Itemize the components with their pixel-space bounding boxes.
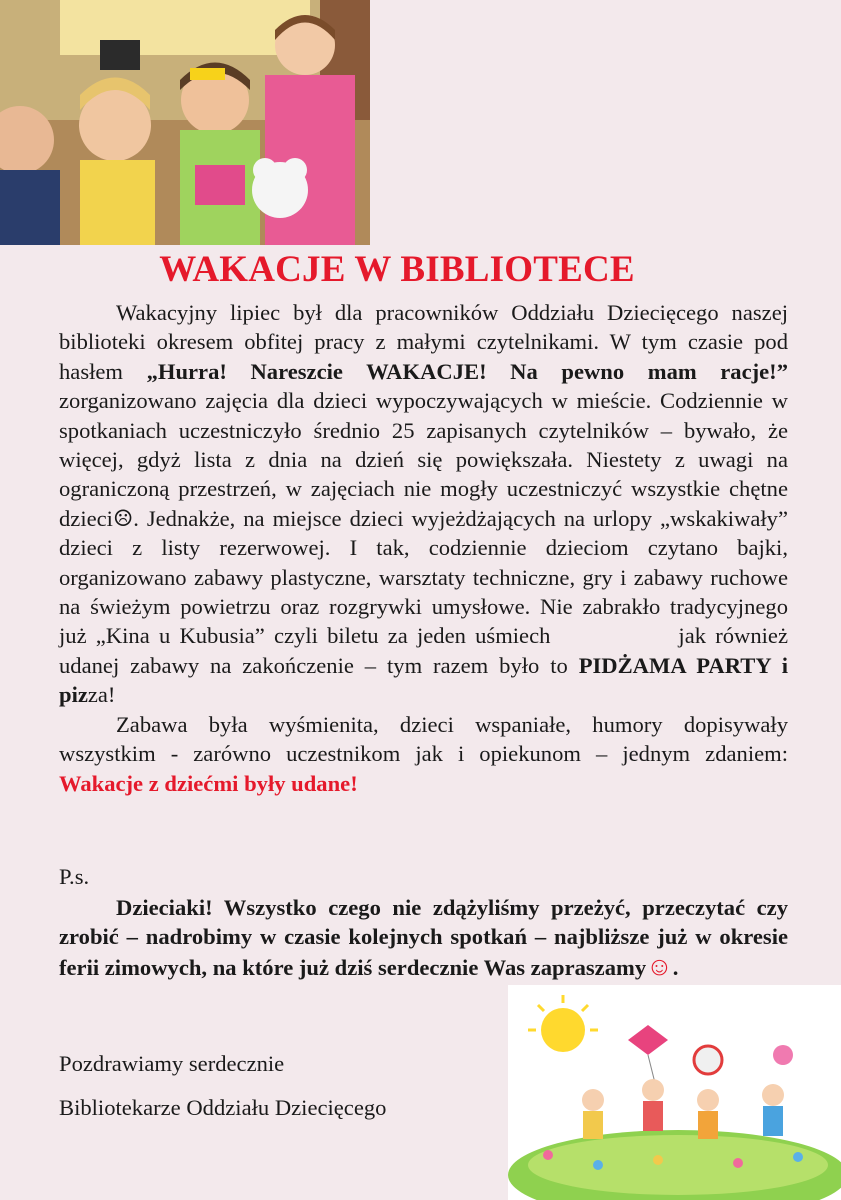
paragraph-2 — [59, 710, 788, 798]
children-photo — [0, 0, 370, 245]
smiley-icon: ☺ — [646, 951, 673, 981]
signature: Bibliotekarze Oddziału Dziecięcego — [59, 1095, 387, 1120]
paragraph-1 — [59, 298, 788, 710]
sad-face-icon: ☹ — [112, 505, 134, 531]
ps-body — [59, 893, 788, 982]
paragraph-2-highlight: Wakacje z dziećmi były udane! — [59, 770, 358, 796]
paragraph-2-text: Zabawa była wyśmienita, dzieci wspaniałe, humory dopisywały wszystkim - zarówno uczestnikom jak i opiekunom – jednym zdaniem: — [59, 711, 788, 767]
paragraph-1-text-a: Wakacyjny lipiec był dla pracowników Oddziału Dziecięcego naszej biblioteki okresem obfitej pracy z małymi czytelnikami. W tym czasie pod hasłem — [59, 300, 788, 384]
children-photo-illustration — [0, 0, 370, 245]
slogan: „Hurra! Nareszcie WAKACJE! Na pewno mam racje!” — [146, 358, 788, 384]
paragraph-1-text-b: zorganizowano zajęcia dla dzieci wypoczywających w mieście. Codziennie w spotkaniach uczestniczyło średnio 25 zapisanych czytelników – bywało, że więcej, gdyż lista z dnia na dzień się powiększała. Niestety z uwagi na ograniczoną przestrzeń, w zajęciach nie mogły uczestniczyć wszystkie chętne dzieci — [59, 388, 788, 531]
page-title: WAKACJE W BIBLIOTECE — [159, 249, 635, 290]
article-body — [59, 298, 788, 798]
ps-label: P.s. — [59, 864, 90, 889]
paragraph-1-text-e: za! — [87, 682, 116, 708]
kids-clipart — [508, 985, 841, 1200]
pyjama-party: PIDŻAMA PARTY i piz — [59, 652, 788, 708]
paragraph-1-text-c: . Jednakże, na miejsce dzieci wyjeżdżających na urlopy „wskakiwały” dzieci z listy rezerwowej. I tak, codziennie dzieciom czytano bajki, organizowano zabawy plastyczne, warsztaty techniczne, gry i zabawy ruchowe na świeżym powietrzu oraz rozgrywki umysłowe. Nie zabrakło tradycyjnego już „Kina u Kubusia” czyli biletu za jeden uśmiech — [59, 505, 788, 649]
kids-clipart-illustration — [508, 985, 841, 1200]
greeting: Pozdrawiamy serdecznie — [59, 1051, 285, 1076]
paragraph-1-text-d: jak również udanej zabawy na zakończenie – tym razem było to — [59, 623, 788, 678]
ps-end: . — [672, 954, 679, 980]
ps-text: Dzieciaki! Wszystko czego nie zdążyliśmy przeżyć, przeczytać czy zrobić – nadrobimy w czasie kolejnych spotkań – najbliższe już w okresie ferii zimowych, na które już dziś serdecznie Was zapraszamy — [59, 895, 788, 980]
